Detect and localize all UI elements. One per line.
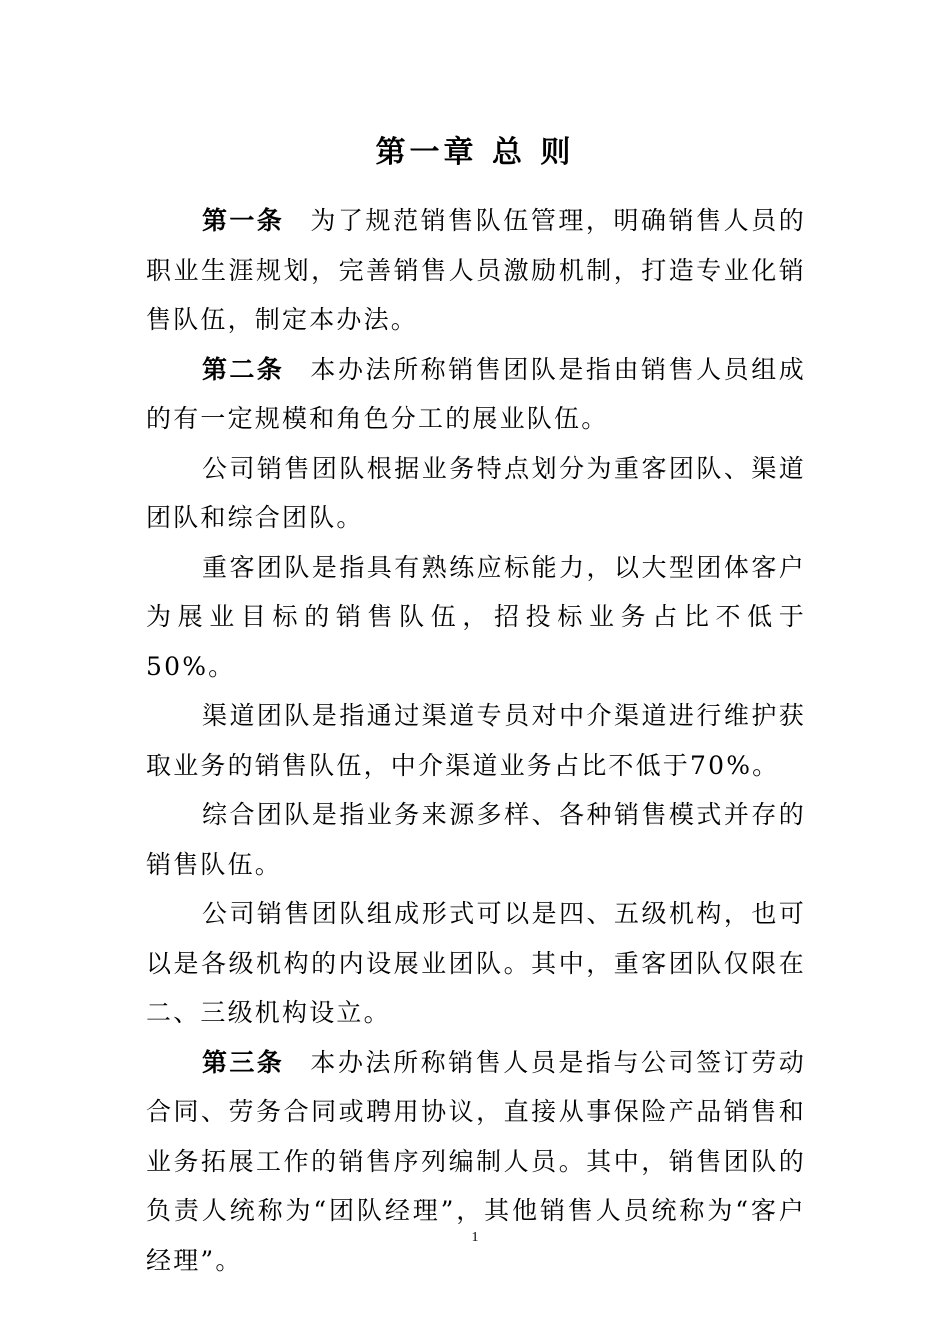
article-3-paragraph: [146, 1038, 806, 1286]
article-1-paragraph: [146, 196, 806, 345]
paragraph-text: 本办法所称销售团队是指由销售人员组成的有一定规模和角色分工的展业队伍。: [146, 354, 806, 433]
article-2-paragraph: [146, 345, 806, 444]
paragraph: 重客团队是指具有熟练应标能力，以大型团体客户为展业目标的销售队伍，招投标业务占比不低于50%。: [146, 552, 806, 681]
paragraph: 综合团队是指业务来源多样、各种销售模式并存的销售队伍。: [146, 800, 806, 879]
body-text: [146, 196, 806, 1285]
paragraph-text: 本办法所称销售人员是指与公司签订劳动合同、劳务合同或聘用协议，直接从事保险产品销售和业务拓展工作的销售序列编制人员。其中，销售团队的负责人统称为“团队经理”，其他销售人员统称为“客户经理”。: [146, 1047, 806, 1275]
paragraph: 渠道团队是指通过渠道专员对中介渠道进行维护获取业务的销售队伍，中介渠道业务占比不低于70%。: [146, 701, 806, 780]
article-label: 第二条: [202, 354, 285, 384]
article-label: 第三条: [202, 1047, 285, 1077]
article-label: 第一条: [202, 206, 285, 235]
paragraph: 公司销售团队根据业务特点划分为重客团队、渠道团队和综合团队。: [146, 453, 806, 532]
page-number: 1: [471, 1230, 479, 1245]
chapter-title: 第一章 总 则: [375, 135, 575, 170]
paragraph: 公司销售团队组成形式可以是四、五级机构，也可以是各级机构的内设展业团队。其中，重客团队仅限在二、三级机构设立。: [146, 899, 806, 1027]
paragraph-text: 为了规范销售队伍管理，明确销售人员的职业生涯规划，完善销售人员激励机制，打造专业化销售队伍，制定本办法。: [146, 206, 806, 334]
